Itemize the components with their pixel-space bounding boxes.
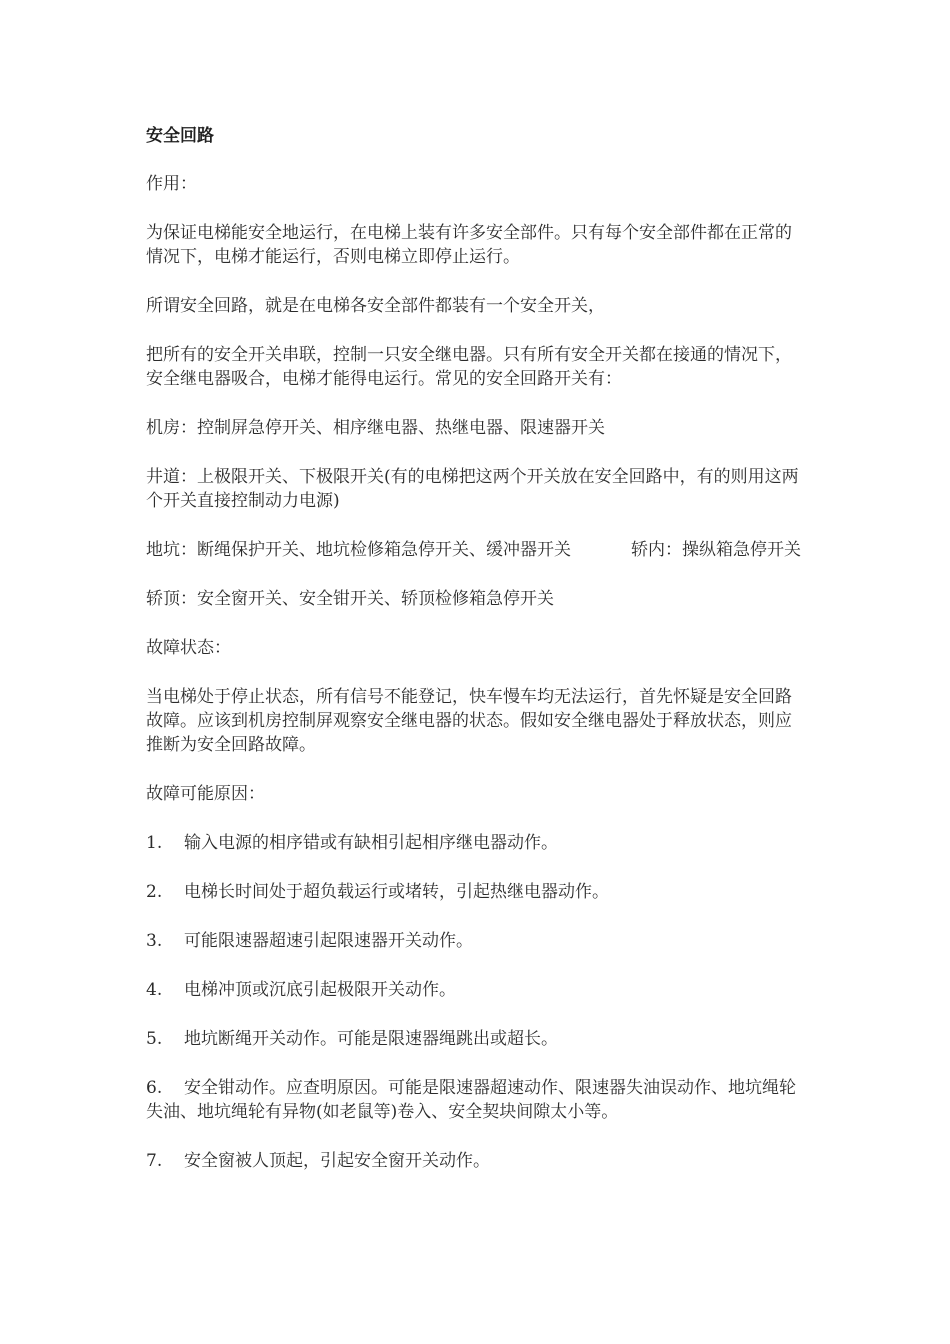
paragraph-pit-and-car: [146, 538, 808, 562]
list-item-text: 电梯冲顶或沉底引起极限开关动作。: [184, 980, 456, 1000]
list-item-number: 1.: [146, 833, 163, 853]
causes-list: [146, 831, 808, 1173]
paragraph-fault-state-heading: 故障状态：: [146, 638, 231, 658]
list-item-text: 可能限速器超速引起限速器开关动作。: [184, 931, 473, 951]
list-item: [146, 929, 808, 953]
paragraph-hoistway: 井道：上极限开关、下极限开关(有的电梯把这两个开关放在安全回路中，有的则用这两个开关直接控制动力电源): [146, 467, 799, 511]
list-item-text: 地坑断绳开关动作。可能是限速器绳跳出或超长。: [184, 1029, 558, 1049]
car-switches-text: 轿内：操纵箱急停开关: [631, 540, 801, 560]
list-item: [146, 880, 808, 904]
list-item-number: 3.: [146, 931, 163, 951]
paragraph-machine-room: 机房：控制屏急停开关、相序继电器、热继电器、限速器开关: [146, 418, 605, 438]
list-item-text: 输入电源的相序错或有缺相引起相序继电器动作。: [184, 833, 558, 853]
paragraph-series-switches: 把所有的安全开关串联，控制一只安全继电器。只有所有安全开关都在接通的情况下，安全继电器吸合，电梯才能得电运行。常见的安全回路开关有：: [146, 345, 792, 389]
paragraph-causes-heading: 故障可能原因：: [146, 784, 265, 804]
document-title: 安全回路: [146, 126, 214, 146]
paragraph-car-top: 轿顶：安全窗开关、安全钳开关、轿顶检修箱急停开关: [146, 589, 554, 609]
list-item: [146, 831, 808, 855]
list-item: [146, 978, 808, 1002]
paragraph-purpose-heading: 作用：: [146, 174, 197, 194]
list-item: [146, 1027, 808, 1051]
list-item-number: 2.: [146, 882, 163, 902]
list-item-text: 安全钳动作。应查明原因。可能是限速器超速动作、限速器失油误动作、地坑绳轮失油、地坑绳轮有异物(如老鼠等)卷入、安全契块间隙太小等。: [146, 1078, 796, 1122]
list-item-number: 4.: [146, 980, 163, 1000]
paragraph-purpose-text: 为保证电梯能安全地运行，在电梯上装有许多安全部件。只有每个安全部件都在正常的情况下，电梯才能运行，否则电梯立即停止运行。: [146, 223, 792, 267]
list-item-number: 7.: [146, 1151, 163, 1171]
document-page: [146, 124, 808, 1198]
list-item: [146, 1149, 808, 1173]
paragraph-fault-state-text: 当电梯处于停止状态，所有信号不能登记，快车慢车均无法运行，首先怀疑是安全回路故障。应该到机房控制屏观察安全继电器的状态。假如安全继电器处于释放状态，则应推断为安全回路故障。: [146, 687, 792, 755]
list-item-number: 5.: [146, 1029, 163, 1049]
list-item-text: 电梯长时间处于超负载运行或堵转，引起热继电器动作。: [184, 882, 609, 902]
list-item-text: 安全窗被人顶起，引起安全窗开关动作。: [184, 1151, 490, 1171]
pit-switches-text: 地坑：断绳保护开关、地坑检修箱急停开关、缓冲器开关: [146, 540, 571, 560]
paragraph-definition: 所谓安全回路，就是在电梯各安全部件都装有一个安全开关，: [146, 296, 605, 316]
list-item-number: 6.: [146, 1078, 163, 1098]
list-item: [146, 1076, 808, 1124]
